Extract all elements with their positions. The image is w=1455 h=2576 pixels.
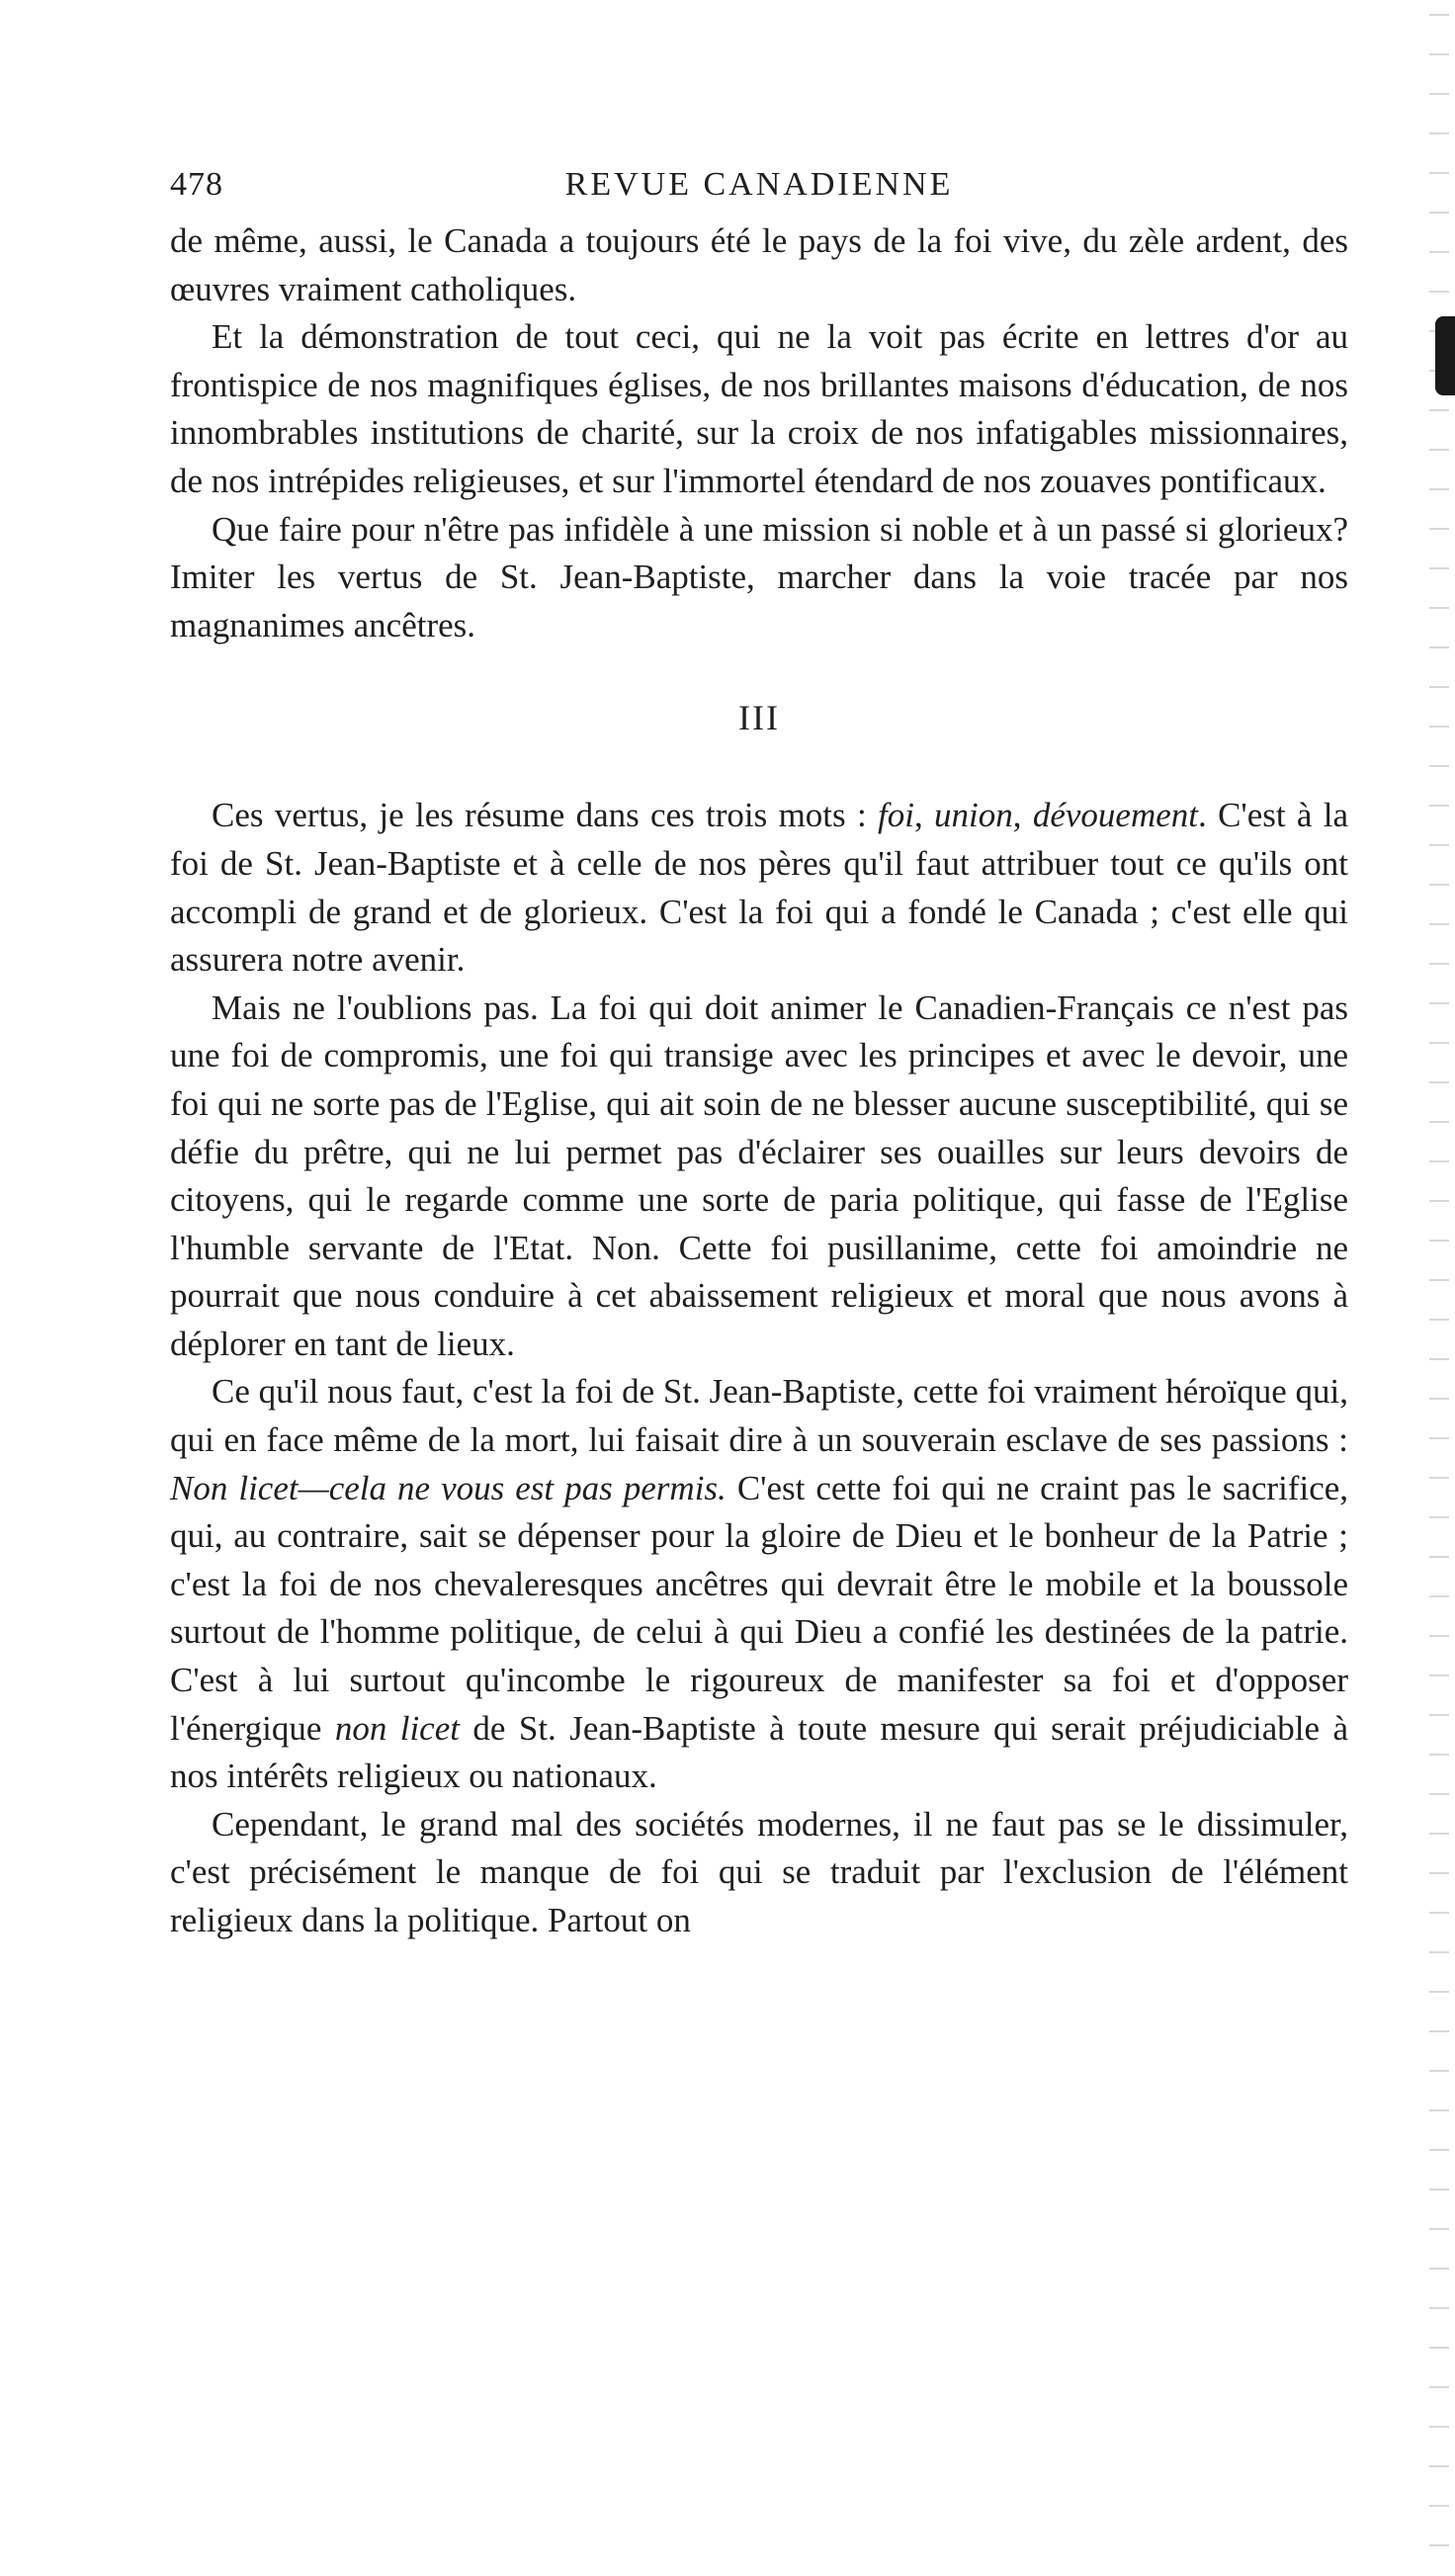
italic-union: union xyxy=(934,796,1013,835)
paragraph-mais: Mais ne l'oublions pas. La foi qui doit animer le Canadien-Français ce n'est pas une foi de compromis, une foi qui transige avec les principes et avec le devoir, une foi qui ne sorte pas de l'Eglise, qui ait soin de ne blesser aucune susceptibilité, qui se défie du prêtre, qui ne lui permet pas d'éclairer ses ouailles sur leurs devoirs de citoyens, qui le regarde comme une sorte de paria politique, qui fasse de l'Eglise l'humble servante de l'Etat. Non. Cette foi pusillanime, cette foi amoindrie ne pourrait que nous conduire à cet abaissement religieux et moral que nous avons à déplorer en tant de lieux. xyxy=(170,987,1348,1363)
page-body xyxy=(170,217,1348,1945)
text-run: Ce qu'il nous faut, c'est la foi de St. Jean-Baptiste, cette foi vraiment héroïque qui, qui en face même de la mort, lui faisait dire à un souverain esclave de ses passions : xyxy=(170,1372,1348,1460)
text-run: . C'est à la foi de St. Jean-Baptiste et à celle de nos pères qu'il faut attribuer tout ce qu'ils ont accompli de grand et de glorieux. C'est la foi qui a fondé le Canada ; c'est elle qui assurera notre avenir. xyxy=(170,796,1349,980)
text-run: C'est cette foi qui ne craint pas le sacrifice, qui, au contraire, sait se dépenser pour la gloire de Dieu et le bonheur de la Patrie ; c'est la foi de nos chevaleresques ancêtres qui devrait être le mobile et la boussole surtout de l'homme politique, de celui à qui Dieu a confié les destinées de la patrie. C'est à lui surtout qu'incombe le rigoureux de manifester sa foi et d'opposer l'énergique xyxy=(170,1468,1349,1748)
italic-quote: Non licet—cela ne vous est pas permis. xyxy=(170,1468,727,1507)
paragraph-cependant: Cependant, le grand mal des sociétés modernes, il ne faut pas se le dissimuler, c'est précisément le manque de foi qui se traduit par l'exclusion de l'élément religieux dans la politique. Partout on xyxy=(170,1804,1348,1939)
book-page xyxy=(170,158,1348,1945)
paragraph-continued: de même, aussi, le Canada a toujours été le pays de la foi vive, du zèle ardent, des œuvres vraiment catholiques. xyxy=(170,221,1348,308)
italic-foi: foi xyxy=(878,796,914,835)
text-run: , xyxy=(1012,796,1033,835)
section-heading: III xyxy=(738,698,780,738)
margin-ink-mark xyxy=(1435,316,1455,395)
italic-non-licet: non licet xyxy=(334,1708,460,1748)
italic-devouement: dévouement xyxy=(1032,796,1198,835)
page-number: 478 xyxy=(170,166,223,203)
running-head xyxy=(170,158,1348,217)
paragraph-que-faire: Que faire pour n'être pas infidèle à une mission si noble et à un passé si glorieux? Imiter les vertus de St. Jean-Baptiste, marcher dans la voie tracée par nos magnanimes ancêtres. xyxy=(170,509,1348,644)
paragraph-demonstration: Et la démonstration de tout ceci, qui ne la voit pas écrite en lettres d'or au frontispice de nos magnifiques églises, de nos brillantes maisons d'éducation, de nos innombrables institutions de charité, sur la croix de nos infatigables missionnaires, de nos intrépides religieuses, et sur l'immortel étendard de nos zouaves pontificaux. xyxy=(170,317,1348,500)
paragraph-ce-quil-faut xyxy=(170,1368,1348,1800)
text-run: de St. Jean-Baptiste à toute mesure qui serait préjudiciable à nos intérêts religieux ou nationaux. xyxy=(170,1708,1349,1796)
journal-title: REVUE CANADIENNE xyxy=(564,166,954,203)
paragraph-vertus xyxy=(170,792,1348,984)
text-run: Ces vertus, je les résume dans ces trois mots : xyxy=(212,796,879,835)
text-run: , xyxy=(913,796,935,835)
